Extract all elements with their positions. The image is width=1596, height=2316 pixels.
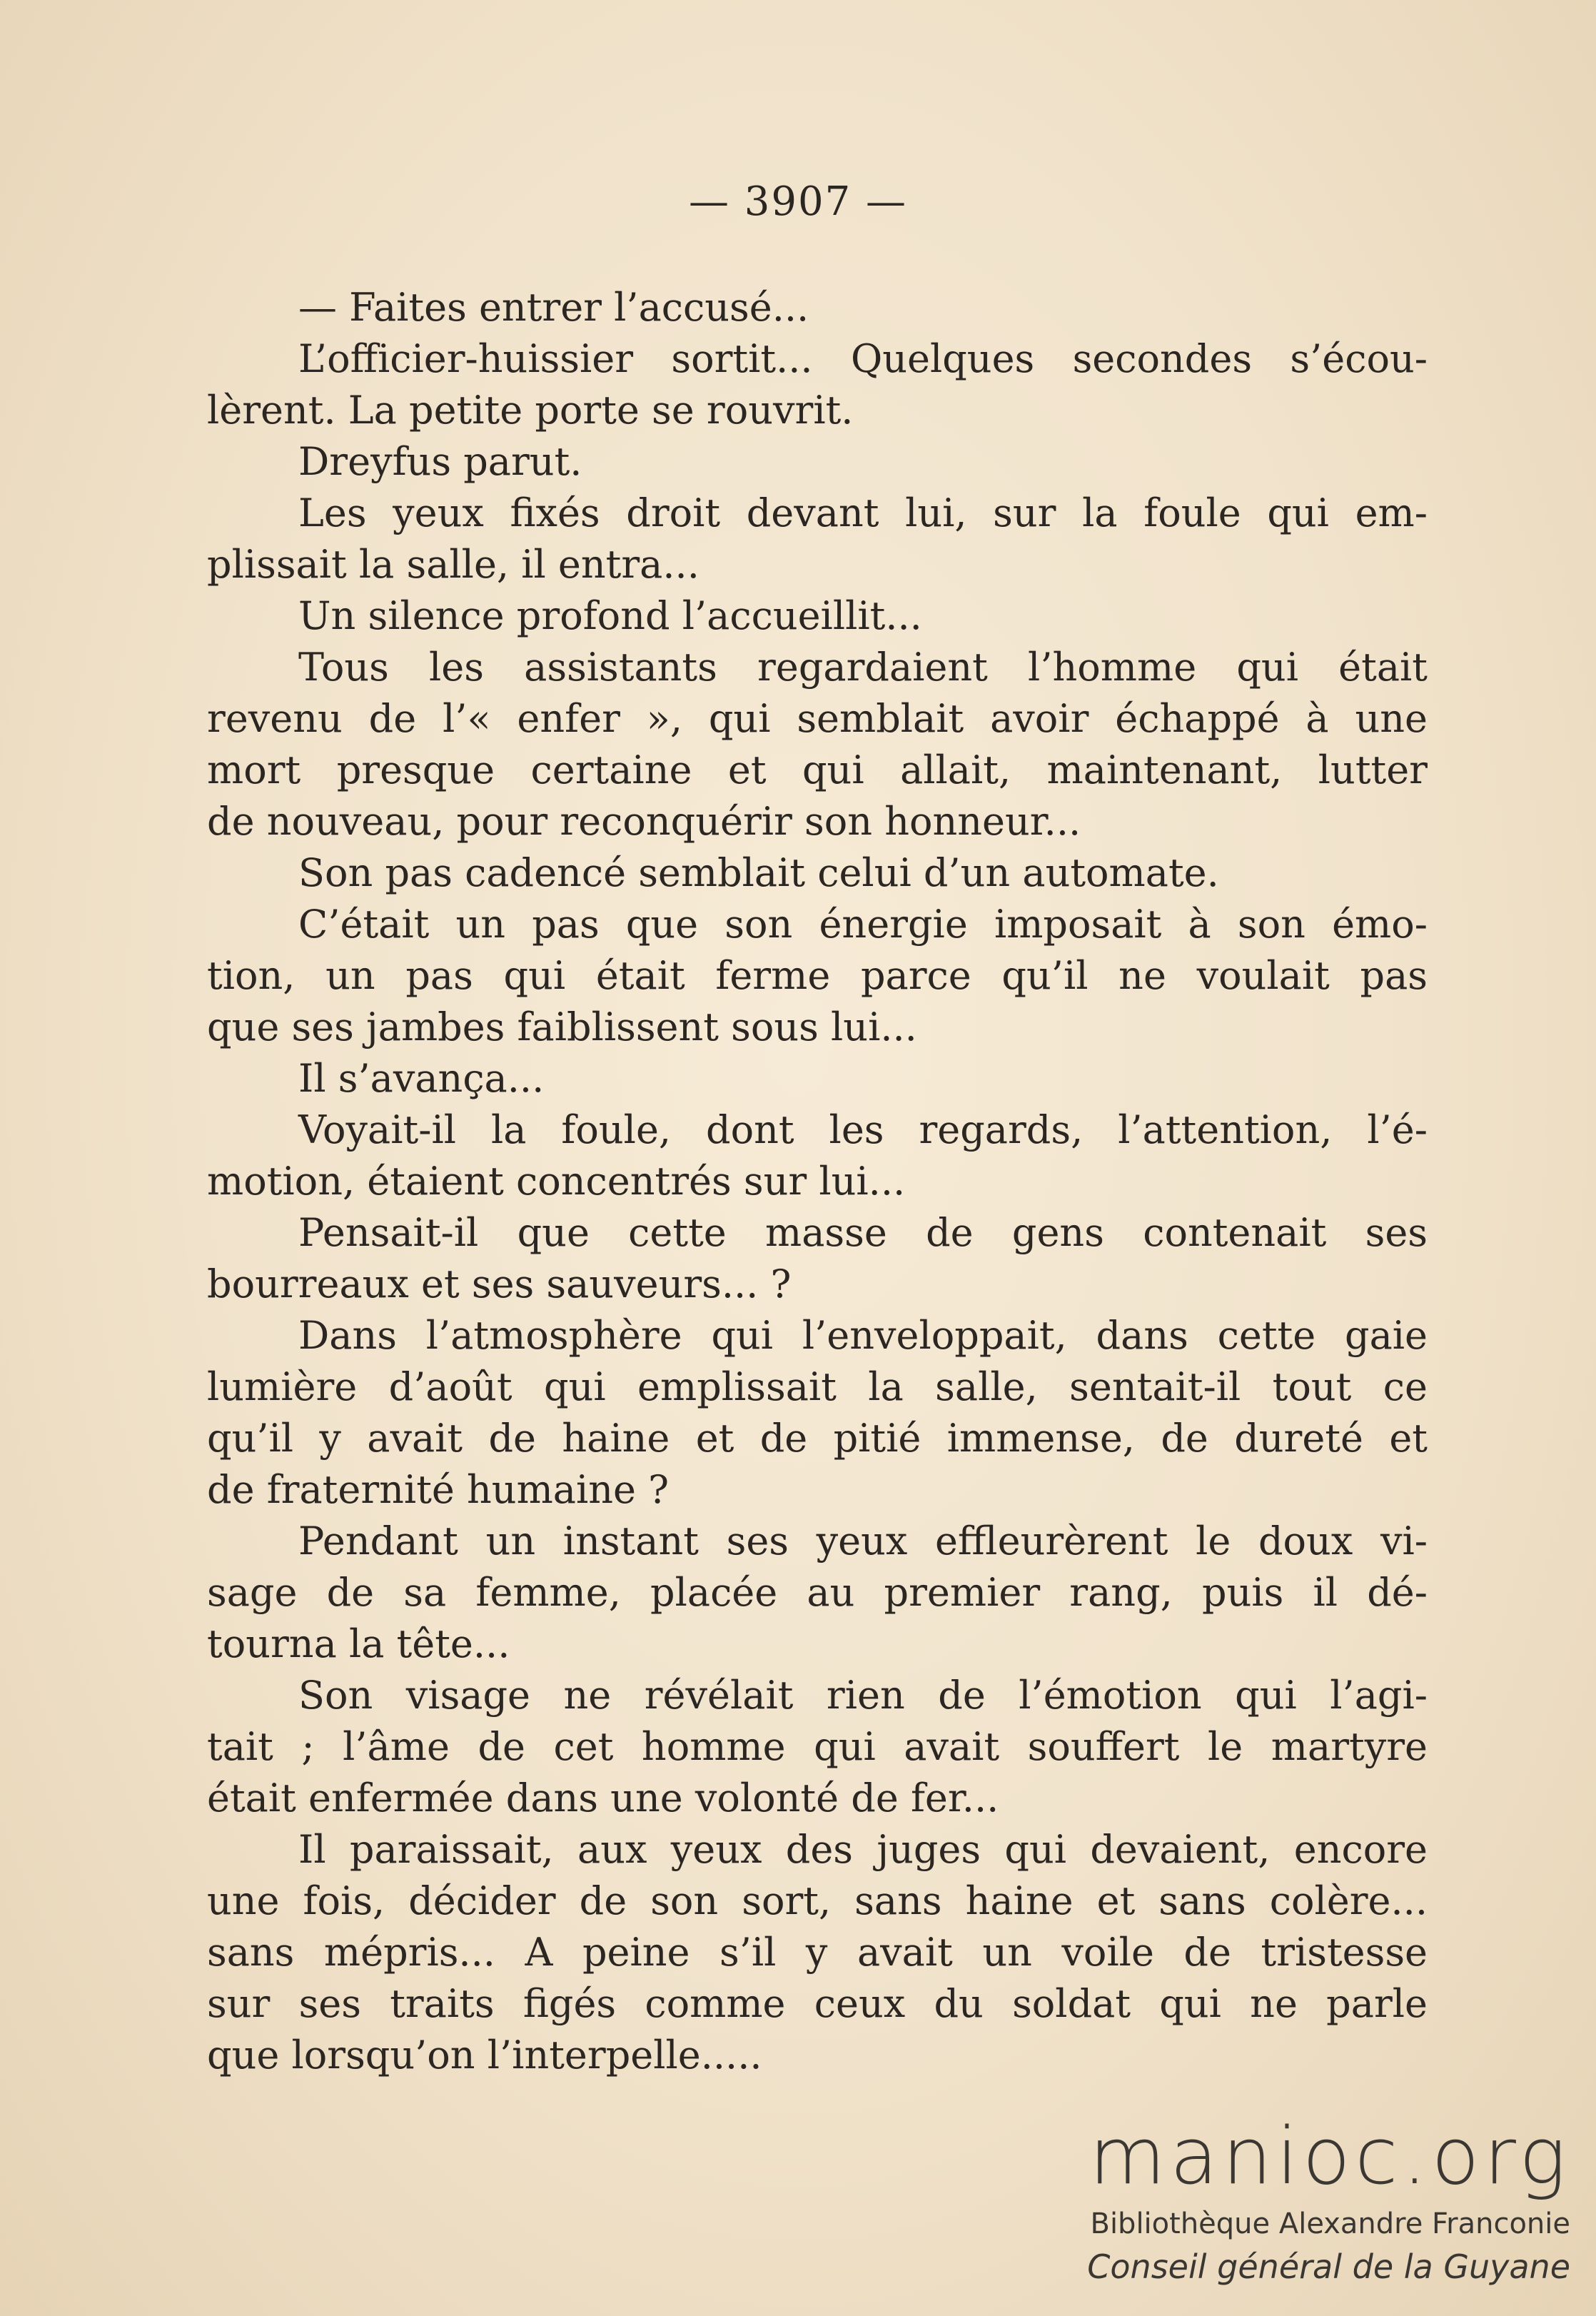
text-line: Dreyfus parut. [298,439,582,484]
body-text [207,282,1428,2081]
text-line: Voyait-il la foule, dont les regards, l’attention, l’é- [298,1107,1428,1152]
manioc-watermark [1014,2110,1570,2289]
text-line: de fraternité humaine ? [207,1467,670,1512]
text-line: Pendant un instant ses yeux effleurèrent le doux vi- [298,1519,1428,1564]
text-line: Un silence profond l’accueillit... [298,593,922,638]
text-line: sur ses traits figés comme ceux du soldat qui ne parle [207,1981,1428,2026]
council-name: Conseil général de la Guyane [1087,2247,1570,2286]
text-line: L’officier-huissier sortit... Quelques secondes s’écou- [298,336,1428,381]
text-line: Son visage ne révélait rien de l’émotion qui l’agi- [298,1673,1428,1718]
text-line: lumière d’août qui emplissait la salle, sentait-il tout ce [207,1364,1428,1409]
manioc-logo: manioc.org [1089,2110,1570,2202]
text-line: C’était un pas que son énergie imposait à son émo- [298,902,1428,947]
text-line: motion, étaient concentrés sur lui... [207,1159,906,1204]
text-line: revenu de l’« enfer », qui semblait avoir échappé à une [207,696,1428,741]
text-line: plissait la salle, il entra... [207,542,699,587]
text-line: — Faites entrer l’accusé... [298,285,809,330]
library-name: Bibliothèque Alexandre Franconie [1090,2207,1570,2240]
text-line: que lorsqu’on l’interpelle..... [207,2033,762,2078]
text-line: était enfermée dans une volonté de fer... [207,1776,999,1821]
text-line: Il paraissait, aux yeux des juges qui devaient, encore [298,1827,1428,1872]
text-line: Il s’avança... [298,1056,545,1101]
text-line: Dans l’atmosphère qui l’enveloppait, dans cette gaie [298,1313,1428,1358]
text-line: mort presque certaine et qui allait, maintenant, lutter [207,747,1428,792]
text-line: de nouveau, pour reconquérir son honneur... [207,799,1081,844]
text-line: une fois, décider de son sort, sans haine et sans colère... [207,1878,1428,1923]
text-line: Pensait-il que cette masse de gens contenait ses [298,1210,1428,1255]
text-line: bourreaux et ses sauveurs... ? [207,1262,792,1306]
text-line: tion, un pas qui était ferme parce qu’il ne voulait pas [207,953,1428,998]
text-line: tait ; l’âme de cet homme qui avait souffert le martyre [207,1724,1428,1769]
text-line: sage de sa femme, placée au premier rang, puis il dé- [207,1570,1428,1615]
text-line: qu’il y avait de haine et de pitié immense, de dureté et [207,1416,1428,1461]
page-number: — 3907 — [688,178,908,225]
text-line: Tous les assistants regardaient l’homme qui était [298,645,1428,690]
text-line: Les yeux fixés droit devant lui, sur la foule qui em- [298,490,1428,535]
text-line: que ses jambes faiblissent sous lui... [207,1005,917,1049]
text-line: lèrent. La petite porte se rouvrit. [207,388,854,433]
text-line: Son pas cadencé semblait celui d’un automate. [298,850,1219,895]
text-line: tourna la tête... [207,1621,510,1666]
text-line: sans mépris... A peine s’il y avait un voile de tristesse [207,1930,1428,1975]
